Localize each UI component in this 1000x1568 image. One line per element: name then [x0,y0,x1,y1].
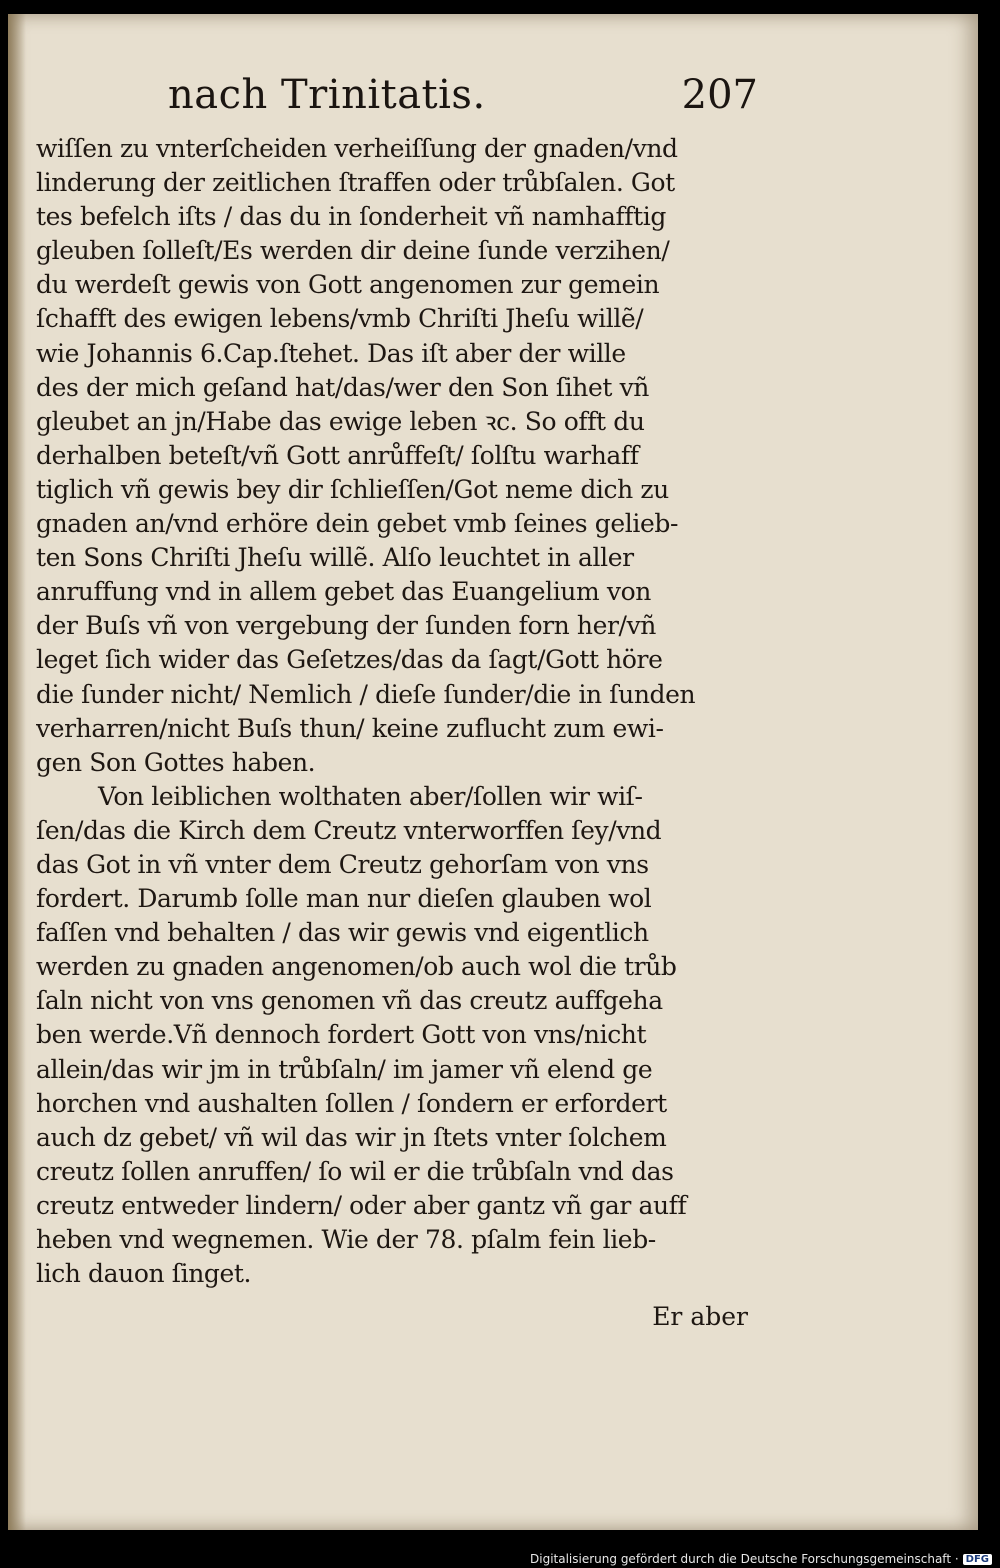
text-line: tes befelch iſts / das du in ſonderheit vñ namhafftig [36,202,667,232]
text-line: gen Son Gottes haben. [36,747,316,777]
text-line: leget ſich wider das Geſetzes/das da ſagt/Gott höre [36,645,663,675]
credit-text: Digitalisierung gefördert durch die Deutsche Forschungsgemeinschaft · [530,1552,959,1566]
text-line: horchen vnd aushalten ſollen / ſondern er erfordert [36,1088,667,1118]
text-line: fordert. Darumb ſolle man nur dieſen glauben wol [36,884,652,914]
text-line: gleuben ſolleſt/Es werden dir deine ſunde verzihen/ [36,236,670,266]
paragraph-1 [36,132,756,780]
text-line: der Buſs vñ von vergebung der ſunden forn her/vñ [36,611,657,641]
body-text [36,132,756,1291]
text-line: gleubet an jn/Habe das ewige leben ꝛc. So offt du [36,406,645,436]
text-line: tiglich vñ gewis bey dir ſchlieſſen/Got neme dich zu [36,474,669,504]
text-line: ben werde.Vñ dennoch fordert Gott von vns/nicht [36,1020,647,1050]
text-line: creutz ſollen anruffen/ ſo wil er die trůbſaln vnd das [36,1156,674,1186]
text-line: creutz entweder lindern/ oder aber gantz vñ gar auff [36,1190,687,1220]
catchword: Er aber [652,1302,748,1331]
text-line: Von leiblichen wolthaten aber/ſollen wir wiſ- [98,781,643,811]
book-page [8,14,978,1530]
text-line: heben vnd wegnemen. Wie der 78. pſalm fein lieb- [36,1225,656,1254]
text-line: wiſſen zu vnterſcheiden verheiſſung der gnaden/vnd [36,134,678,163]
text-line: das Got in vñ vnter dem Creutz gehorſam von vns [36,849,649,879]
paragraph-2 [36,780,756,1291]
text-line: ſen/das die Kirch dem Creutz vnterworffen ſey/vnd [36,815,662,845]
text-line: gnaden an/vnd erhöre dein gebet vmb ſeines gelieb- [36,509,679,539]
text-line: ten Sons Chriſti Jheſu willẽ. Alſo leuchtet in aller [36,543,634,573]
page-number: 207 [681,72,758,118]
text-line: derhalben beteſt/vñ Gott anrůffeſt/ ſolſtu warhaff [36,440,639,470]
text-line: des der mich geſand hat/das/wer den Son ſihet vñ [36,372,649,402]
digitization-credit [530,1552,992,1566]
text-line: ſchafft des ewigen lebens/vmb Chriſti Jheſu willẽ/ [36,304,644,334]
page-gutter-shadow [8,14,26,1530]
text-line: linderung der zeitlichen ſtraffen oder trůbſalen. Got [36,168,675,198]
text-line: werden zu gnaden angenomen/ob auch wol die trůb [36,952,677,982]
text-line: lich dauon ſinget. [36,1259,252,1289]
text-line: die ſunder nicht/ Nemlich / dieſe ſunder/die in ſunden [36,679,696,709]
dfg-logo: DFG [963,1554,992,1565]
text-line: auch dz gebet/ vñ wil das wir jn ſtets vnter ſolchem [36,1122,667,1152]
text-line: ſaln nicht von vns genomen vñ das creutz auffgeha [36,986,663,1016]
text-line: faſſen vnd behalten / das wir gewis vnd eigentlich [36,918,649,948]
text-line: allein/das wir jm in trůbſaln/ im jamer vñ elend ge [36,1054,653,1084]
text-line: wie Johannis 6.Cap.ſtehet. Das iſt aber der wille [36,338,626,368]
text-line: verharren/nicht Buſs thun/ keine zuflucht zum ewi- [36,713,664,743]
page-header [168,72,758,132]
running-head: nach Trinitatis. [168,72,486,118]
text-line: anruffung vnd in allem gebet das Euangelium von [36,577,651,607]
text-line: du werdeſt gewis von Gott angenomen zur gemein [36,270,660,300]
